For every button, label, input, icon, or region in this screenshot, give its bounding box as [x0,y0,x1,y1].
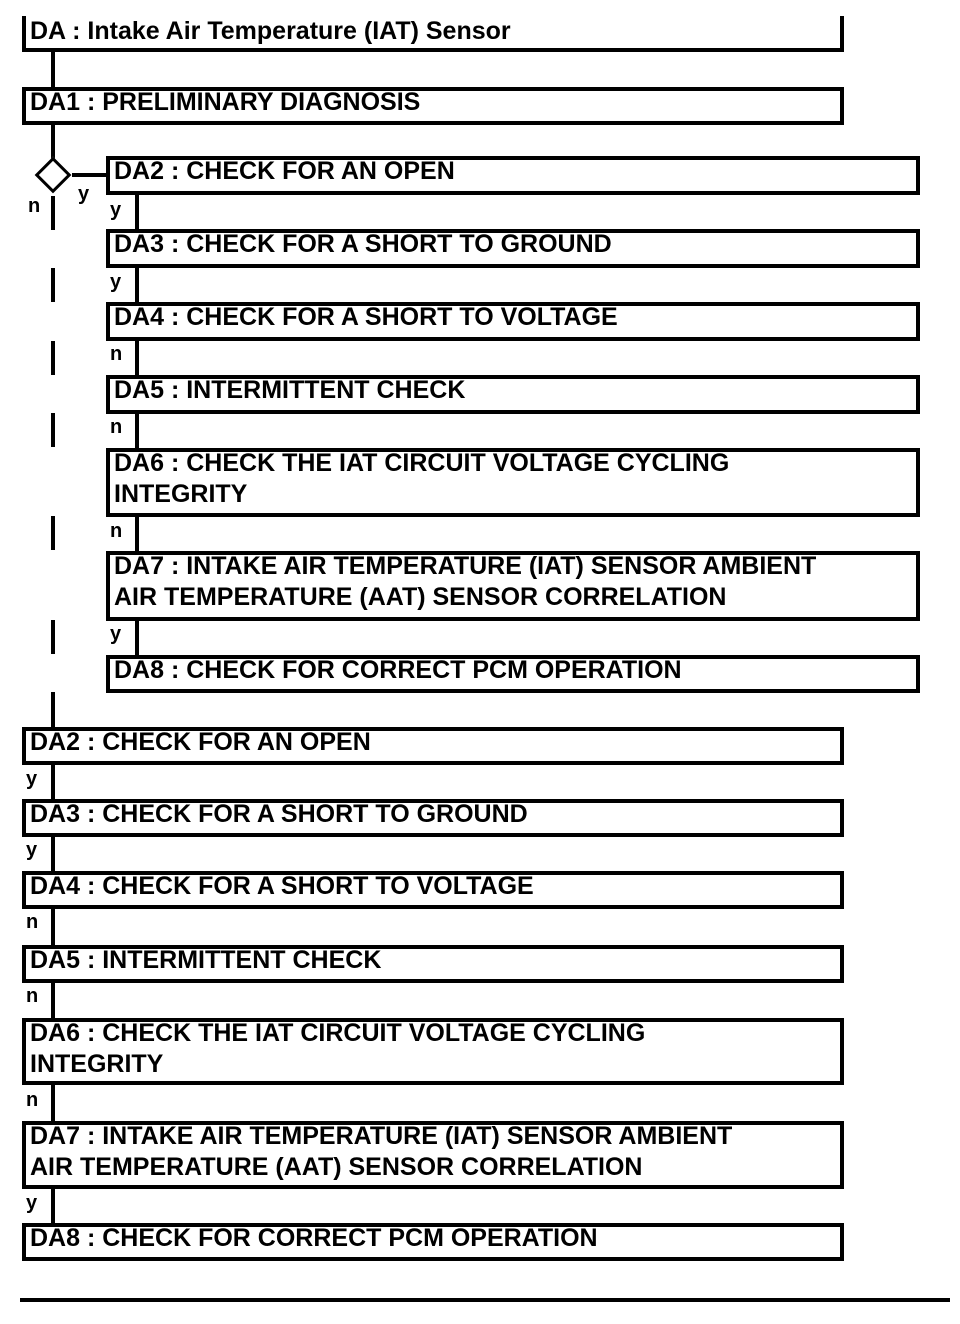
step-label: DA8 : CHECK FOR CORRECT PCM OPERATION [30,1224,598,1252]
connector [51,620,55,654]
step-label: DA5 : INTERMITTENT CHECK [30,946,382,974]
connector [72,173,108,177]
exit-label: y [110,199,122,221]
step-da8-pcm-operation [106,655,920,693]
step-label: DA5 : INTERMITTENT CHECK [114,376,466,404]
exit-label: y [26,1192,38,1214]
connector [51,837,55,872]
decision-yes-label: y [78,183,90,205]
bottom-rule [20,1298,950,1302]
title-text: DA : Intake Air Temperature (IAT) Sensor [30,17,511,45]
connector [51,516,55,550]
step-label: DA2 : CHECK FOR AN OPEN [114,157,455,185]
connector [51,413,55,447]
step-label: DA1 : PRELIMINARY DIAGNOSIS [30,88,421,116]
flowchart-title [22,16,844,52]
step-da3-short-ground [22,799,844,837]
connector [51,125,55,161]
step-da6-voltage-cycling [106,448,920,517]
connector [51,341,55,375]
exit-label: n [26,985,39,1007]
step-da5-intermittent [22,945,844,983]
step-da8-pcm-operation [22,1223,844,1261]
decision-diamond [35,157,72,194]
step-label: DA4 : CHECK FOR A SHORT TO VOLTAGE [30,872,534,900]
connector [51,268,55,302]
step-label: DA4 : CHECK FOR A SHORT TO VOLTAGE [114,303,618,331]
connector [135,621,139,656]
exit-label: y [110,271,122,293]
step-da3-short-ground [106,229,920,268]
connector [135,268,139,303]
step-label: DA3 : CHECK FOR A SHORT TO GROUND [114,230,612,258]
step-label: DA2 : CHECK FOR AN OPEN [30,728,371,756]
connector [51,909,55,946]
step-da2-open [106,156,920,195]
exit-label: y [26,839,38,861]
step-label-line1: DA7 : INTAKE AIR TEMPERATURE (IAT) SENSOR AMBIENT [30,1122,733,1150]
connector [135,414,139,449]
step-label-line1: DA6 : CHECK THE IAT CIRCUIT VOLTAGE CYCLING [30,1019,646,1047]
connector [51,52,55,88]
connector [135,341,139,376]
step-da1-preliminary [22,87,844,125]
step-label-line2: INTEGRITY [30,1050,164,1078]
step-label: DA8 : CHECK FOR CORRECT PCM OPERATION [114,656,682,684]
exit-label: y [26,768,38,790]
exit-label: n [26,911,39,933]
step-da5-intermittent [106,375,920,414]
step-label-line2: AIR TEMPERATURE (AAT) SENSOR CORRELATION [30,1153,643,1181]
step-da7-iat-aat-correlation [22,1121,844,1189]
connector [51,1189,55,1224]
exit-label: n [26,1089,39,1111]
step-label-line1: DA7 : INTAKE AIR TEMPERATURE (IAT) SENSOR AMBIENT [114,552,817,580]
step-label-line2: AIR TEMPERATURE (AAT) SENSOR CORRELATION [114,583,727,611]
step-da6-voltage-cycling [22,1018,844,1085]
connector [51,765,55,800]
connector [51,692,55,728]
step-da7-iat-aat-correlation [106,551,920,621]
connector [135,195,139,230]
connector [51,196,55,230]
exit-label: n [110,343,123,365]
exit-label: y [110,623,122,645]
step-da2-open [22,727,844,765]
connector [51,983,55,1019]
exit-label: n [110,520,123,542]
connector [135,517,139,552]
exit-label: n [110,416,123,438]
step-label-line1: DA6 : CHECK THE IAT CIRCUIT VOLTAGE CYCLING [114,449,730,477]
step-label-line2: INTEGRITY [114,480,248,508]
step-da4-short-voltage [106,302,920,341]
step-da4-short-voltage [22,871,844,909]
decision-no-label: n [28,195,41,217]
step-label: DA3 : CHECK FOR A SHORT TO GROUND [30,800,528,828]
connector [51,1085,55,1122]
